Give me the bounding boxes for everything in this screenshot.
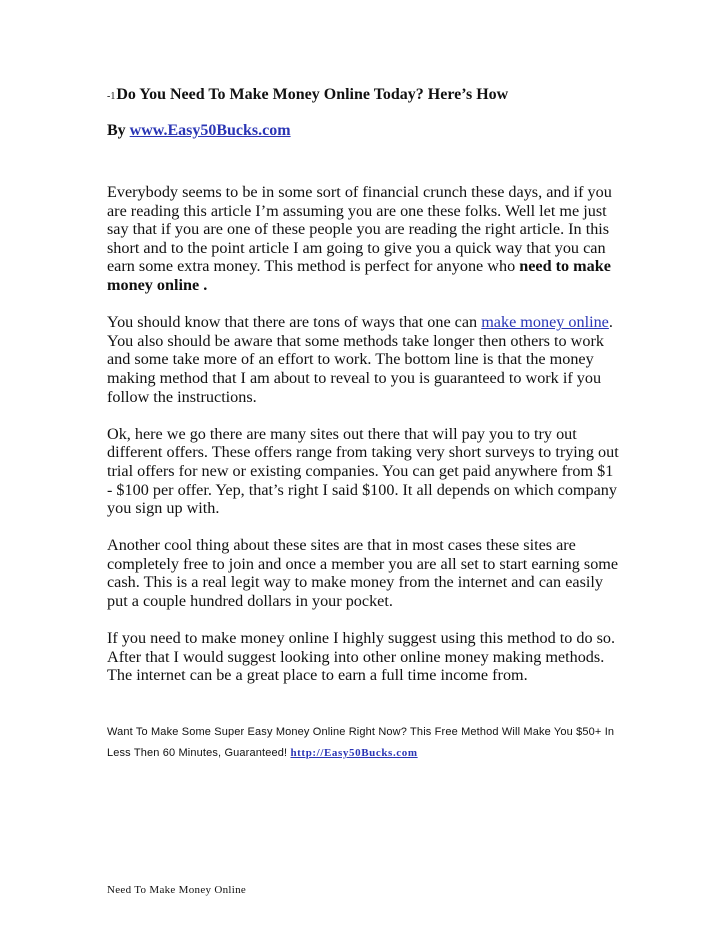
make-money-online-link[interactable]: make money online (481, 313, 609, 332)
title-prefix: -1 (107, 91, 116, 102)
article-title (107, 86, 707, 104)
article-body (107, 183, 621, 704)
byline-link[interactable]: www.Easy50Bucks.com (129, 122, 291, 139)
page-footer: Need To Make Money Online (107, 884, 247, 896)
byline-prefix: By (107, 122, 126, 139)
paragraph-1-bold: need to make money online . (107, 257, 611, 294)
title-text: Do You Need To Make Money Online Today? Here’s How (116, 86, 509, 103)
paragraph-2-before: You should know that there are tons of ways that one can (107, 313, 482, 332)
promo-body: Want To Make Some Super Easy Money Online Right Now? This Free Method Will Make You $50+ In Less Then 60 Minutes, Guaranteed! (107, 726, 615, 759)
paragraph-1 (107, 183, 621, 295)
paragraph-4: Another cool thing about these sites are that in most cases these sites are completely free to join and once a member you are all set to start earning some cash. This is a real legit way to make money from the internet and can easily put a couple hundred dollars in your pocket. (107, 536, 619, 611)
paragraph-3: Ok, here we go there are many sites out there that will pay you to try out different offers. These offers range from taking very short surveys to trying out trial offers for new or existing companies. You can get paid anywhere from $1 - $100 per offer. Yep, that’s right I said $100. It all depends on which company you sign up with. (107, 424, 619, 518)
paragraph-1-text: Everybody seems to be in some sort of financial crunch these days, and if you are reading this article I’m assuming you are one these folks. Well let me just say that if you are one of these people you are reading the right article. In this short and to the point article I am going to give you a quick way that you can earn some extra money. This method is perfect for anyone who (107, 183, 612, 276)
paragraph-2-after: . You also should be aware that some methods take longer then others to work and some take more of an effort to work. The bottom line is that the money making method that I am about to reveal to you is guaranteed to work if you follow the instructions. (107, 313, 613, 406)
byline (107, 122, 291, 140)
paragraph-2 (107, 313, 621, 406)
promo-text (107, 722, 627, 764)
promo-link[interactable]: http://Easy50Bucks.com (290, 747, 418, 759)
paragraph-5: If you need to make money online I highly suggest using this method to do so. After that I would suggest looking into other online money making methods. The internet can be a great place to earn a full time income from. (107, 629, 616, 685)
